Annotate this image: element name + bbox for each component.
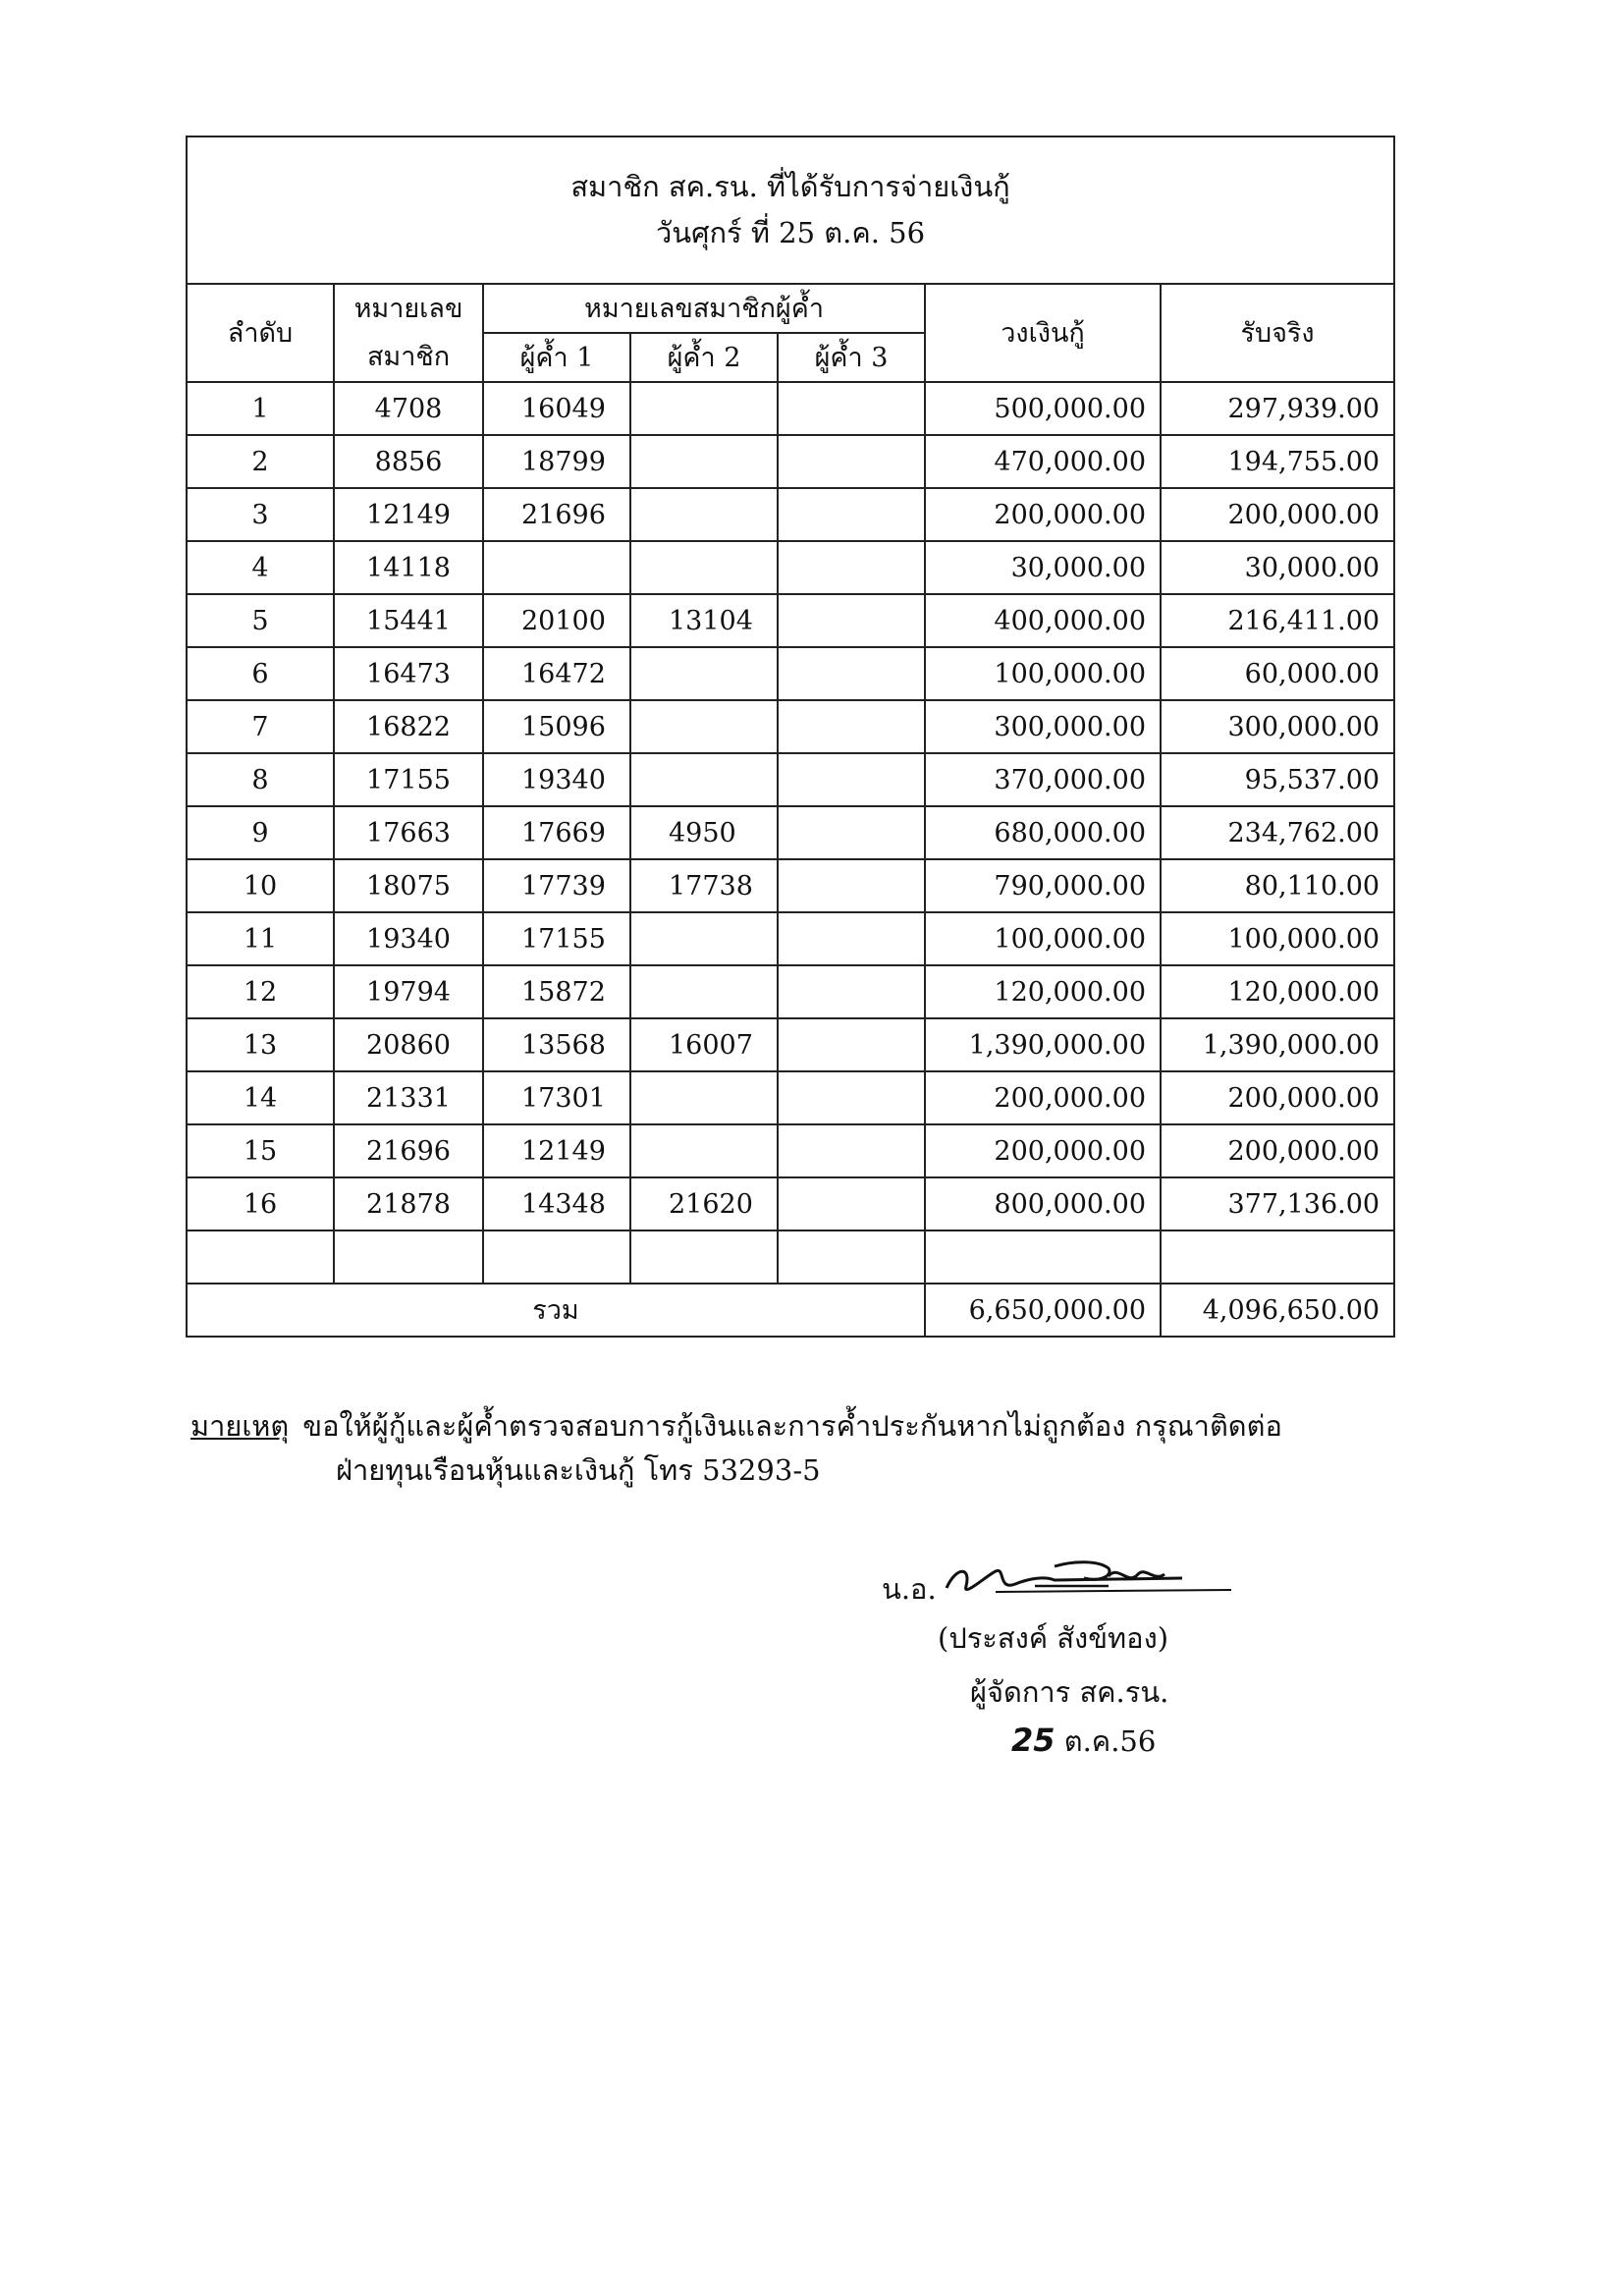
header-order: ลำดับ	[187, 284, 334, 382]
cell-guarantor-2	[630, 700, 778, 753]
signature-block	[864, 1547, 1375, 1759]
cell-member: 15441	[334, 594, 483, 647]
cell-loan: 680,000.00	[925, 806, 1161, 859]
table-row	[187, 859, 1394, 912]
cell-guarantor-3	[778, 1124, 925, 1177]
cell-guarantor-3	[778, 488, 925, 541]
cell-guarantor-3	[778, 1177, 925, 1230]
cell-loan: 790,000.00	[925, 859, 1161, 912]
cell-received: 60,000.00	[1161, 647, 1394, 700]
cell-guarantor-3	[778, 1071, 925, 1124]
cell-guarantor-1: 15872	[483, 965, 630, 1018]
remark	[190, 1404, 1282, 1493]
cell-guarantor-3	[778, 541, 925, 594]
cell-member: 21331	[334, 1071, 483, 1124]
signature-prefix: น.อ.	[882, 1572, 937, 1606]
cell-order: 8	[187, 753, 334, 806]
cell-loan: 100,000.00	[925, 912, 1161, 965]
total-label: รวม	[187, 1284, 925, 1337]
cell-loan: 200,000.00	[925, 1071, 1161, 1124]
cell-member: 21696	[334, 1124, 483, 1177]
cell-member: 20860	[334, 1018, 483, 1071]
cell-order: 16	[187, 1177, 334, 1230]
cell-received: 297,939.00	[1161, 382, 1394, 435]
cell-received: 200,000.00	[1161, 1071, 1394, 1124]
cell-guarantor-2: 21620	[630, 1177, 778, 1230]
table-row	[187, 594, 1394, 647]
empty-cell	[778, 1230, 925, 1284]
cell-order: 1	[187, 382, 334, 435]
title-line-2: วันศุกร์ ที่ 25 ต.ค. 56	[655, 216, 926, 249]
cell-guarantor-2	[630, 382, 778, 435]
cell-loan: 300,000.00	[925, 700, 1161, 753]
cell-order: 11	[187, 912, 334, 965]
cell-loan: 200,000.00	[925, 488, 1161, 541]
cell-guarantor-1: 21696	[483, 488, 630, 541]
empty-cell	[483, 1230, 630, 1284]
table-row	[187, 753, 1394, 806]
total-row	[187, 1284, 1394, 1337]
cell-order: 6	[187, 647, 334, 700]
table-row	[187, 1071, 1394, 1124]
cell-order: 12	[187, 965, 334, 1018]
table-row	[187, 1124, 1394, 1177]
cell-guarantor-2	[630, 1071, 778, 1124]
cell-member: 19794	[334, 965, 483, 1018]
loan-table	[186, 136, 1395, 1338]
cell-guarantor-2	[630, 647, 778, 700]
cell-guarantor-1	[483, 541, 630, 594]
cell-received: 120,000.00	[1161, 965, 1394, 1018]
table-row	[187, 1177, 1394, 1230]
cell-loan: 100,000.00	[925, 647, 1161, 700]
cell-order: 13	[187, 1018, 334, 1071]
cell-guarantor-3	[778, 647, 925, 700]
cell-member: 14118	[334, 541, 483, 594]
cell-member: 19340	[334, 912, 483, 965]
cell-guarantor-2	[630, 488, 778, 541]
signer-role: ผู้จัดการ สค.รน.	[970, 1675, 1169, 1709]
cell-guarantor-3	[778, 965, 925, 1018]
signature-date	[1011, 1719, 1156, 1764]
header-guarantor-1: ผู้ค้ำ 1	[483, 333, 630, 382]
cell-order: 14	[187, 1071, 334, 1124]
cell-guarantor-2: 13104	[630, 594, 778, 647]
cell-guarantor-1: 18799	[483, 435, 630, 488]
table-row	[187, 541, 1394, 594]
cell-received: 95,537.00	[1161, 753, 1394, 806]
cell-guarantor-2	[630, 435, 778, 488]
cell-order: 7	[187, 700, 334, 753]
cell-received: 234,762.00	[1161, 806, 1394, 859]
cell-guarantor-1: 13568	[483, 1018, 630, 1071]
cell-received: 377,136.00	[1161, 1177, 1394, 1230]
cell-guarantor-2: 17738	[630, 859, 778, 912]
table-title	[187, 137, 1394, 284]
table-row	[187, 912, 1394, 965]
cell-loan: 800,000.00	[925, 1177, 1161, 1230]
cell-guarantor-1: 19340	[483, 753, 630, 806]
cell-member: 17155	[334, 753, 483, 806]
cell-order: 15	[187, 1124, 334, 1177]
cell-loan: 200,000.00	[925, 1124, 1161, 1177]
cell-guarantor-1: 14348	[483, 1177, 630, 1230]
cell-received: 216,411.00	[1161, 594, 1394, 647]
handwritten-signature	[937, 1547, 1251, 1606]
cell-guarantor-2	[630, 753, 778, 806]
header-guarantor-2: ผู้ค้ำ 2	[630, 333, 778, 382]
cell-guarantor-2	[630, 912, 778, 965]
cell-guarantor-3	[778, 435, 925, 488]
cell-guarantor-1: 17669	[483, 806, 630, 859]
header-member-bottom: สมาชิก	[334, 333, 483, 382]
empty-cell	[1161, 1230, 1394, 1284]
table-row	[187, 965, 1394, 1018]
cell-guarantor-2	[630, 965, 778, 1018]
cell-guarantor-2	[630, 541, 778, 594]
table-row	[187, 488, 1394, 541]
cell-order: 9	[187, 806, 334, 859]
cell-guarantor-2: 16007	[630, 1018, 778, 1071]
cell-guarantor-2: 4950	[630, 806, 778, 859]
cell-guarantor-1: 20100	[483, 594, 630, 647]
cell-guarantor-1: 17301	[483, 1071, 630, 1124]
cell-member: 4708	[334, 382, 483, 435]
total-received: 4,096,650.00	[1161, 1284, 1394, 1337]
signature-date-month: ต.ค.56	[1063, 1724, 1157, 1758]
cell-loan: 1,390,000.00	[925, 1018, 1161, 1071]
empty-cell	[925, 1230, 1161, 1284]
cell-loan: 470,000.00	[925, 435, 1161, 488]
table-row	[187, 647, 1394, 700]
cell-guarantor-1: 16472	[483, 647, 630, 700]
empty-cell	[630, 1230, 778, 1284]
table-row	[187, 700, 1394, 753]
remark-line-1: ขอให้ผู้กู้และผู้ค้ำตรวจสอบการกู้เงินและการค้ำประกันหากไม่ถูกต้อง กรุณาติดต่อ	[302, 1409, 1282, 1443]
cell-guarantor-1: 12149	[483, 1124, 630, 1177]
cell-guarantor-1: 16049	[483, 382, 630, 435]
cell-received: 100,000.00	[1161, 912, 1394, 965]
cell-guarantor-3	[778, 382, 925, 435]
cell-guarantor-3	[778, 806, 925, 859]
table-row	[187, 382, 1394, 435]
empty-cell	[334, 1230, 483, 1284]
cell-order: 5	[187, 594, 334, 647]
cell-guarantor-3	[778, 859, 925, 912]
cell-order: 3	[187, 488, 334, 541]
cell-received: 200,000.00	[1161, 488, 1394, 541]
empty-row	[187, 1230, 1394, 1284]
header-guarantor-3: ผู้ค้ำ 3	[778, 333, 925, 382]
empty-cell	[187, 1230, 334, 1284]
total-loan: 6,650,000.00	[925, 1284, 1161, 1337]
cell-member: 17663	[334, 806, 483, 859]
remark-key: มายเหตุ	[190, 1409, 290, 1443]
signature-date-handwritten: 25	[1011, 1722, 1056, 1759]
cell-member: 16822	[334, 700, 483, 753]
title-line-1: สมาชิก สค.รน. ที่ได้รับการจ่ายเงินกู้	[570, 170, 1010, 203]
cell-received: 194,755.00	[1161, 435, 1394, 488]
cell-guarantor-3	[778, 912, 925, 965]
cell-guarantor-1: 17155	[483, 912, 630, 965]
cell-loan: 370,000.00	[925, 753, 1161, 806]
cell-guarantor-2	[630, 1124, 778, 1177]
cell-guarantor-3	[778, 753, 925, 806]
cell-guarantor-1: 15096	[483, 700, 630, 753]
header-loan: วงเงินกู้	[925, 284, 1161, 382]
cell-member: 16473	[334, 647, 483, 700]
cell-member: 21878	[334, 1177, 483, 1230]
cell-loan: 120,000.00	[925, 965, 1161, 1018]
cell-guarantor-1: 17739	[483, 859, 630, 912]
table-row	[187, 435, 1394, 488]
cell-received: 30,000.00	[1161, 541, 1394, 594]
cell-loan: 30,000.00	[925, 541, 1161, 594]
cell-order: 10	[187, 859, 334, 912]
cell-order: 2	[187, 435, 334, 488]
cell-member: 18075	[334, 859, 483, 912]
cell-member: 8856	[334, 435, 483, 488]
table-row	[187, 1018, 1394, 1071]
remark-line-2: ฝ่ายทุนเรือนหุ้นและเงินกู้ โทร 53293-5	[336, 1452, 821, 1487]
cell-guarantor-3	[778, 700, 925, 753]
cell-loan: 500,000.00	[925, 382, 1161, 435]
cell-received: 80,110.00	[1161, 859, 1394, 912]
signer-name: (ประสงค์ สังข์ทอง)	[938, 1621, 1169, 1655]
cell-order: 4	[187, 541, 334, 594]
cell-guarantor-3	[778, 1018, 925, 1071]
cell-loan: 400,000.00	[925, 594, 1161, 647]
cell-guarantor-3	[778, 594, 925, 647]
cell-received: 300,000.00	[1161, 700, 1394, 753]
cell-received: 1,390,000.00	[1161, 1018, 1394, 1071]
cell-member: 12149	[334, 488, 483, 541]
header-member-top: หมายเลข	[334, 284, 483, 333]
header-guarantor-group: หมายเลขสมาชิกผู้ค้ำ	[483, 284, 925, 333]
table-row	[187, 806, 1394, 859]
cell-received: 200,000.00	[1161, 1124, 1394, 1177]
header-received: รับจริง	[1161, 284, 1394, 382]
